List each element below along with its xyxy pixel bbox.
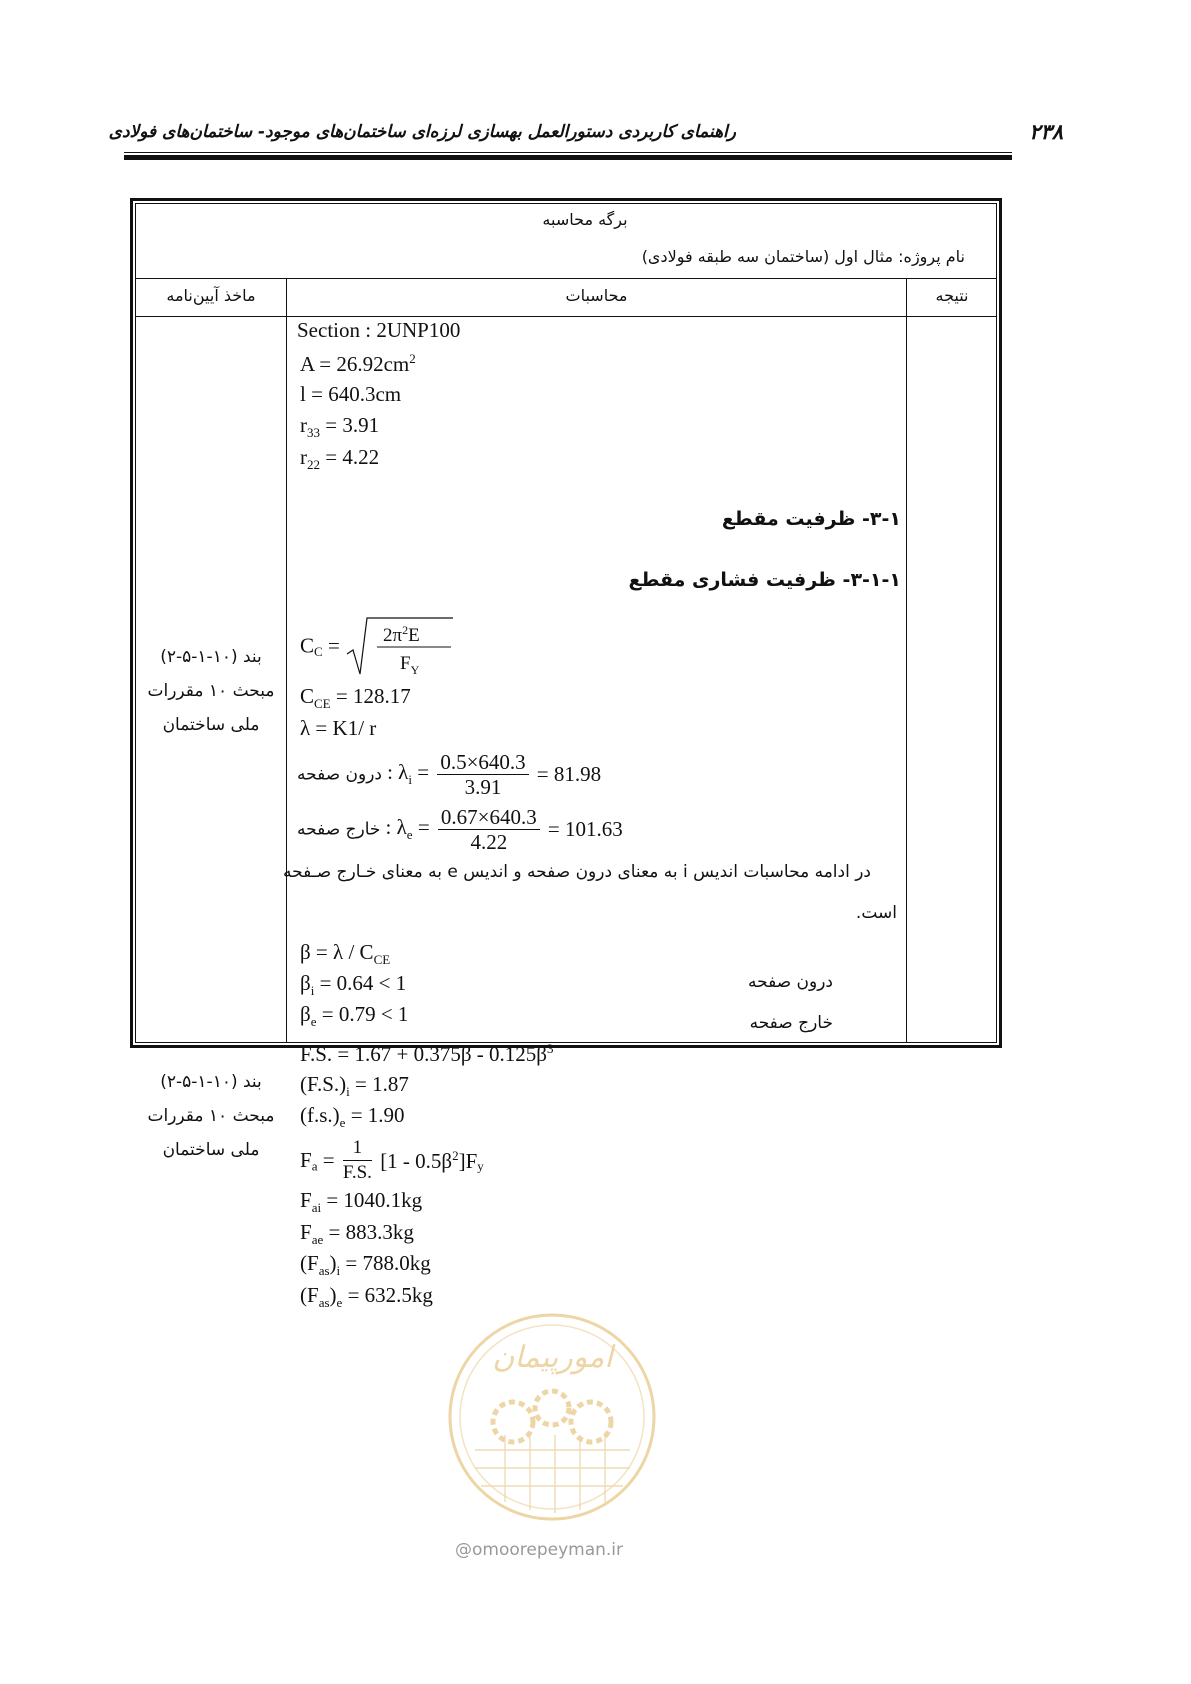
beta-e-value: 0.79 < 1 <box>338 1002 409 1026</box>
code-reference-1 <box>136 640 286 742</box>
sheet-title: برگه محاسبه <box>542 210 628 229</box>
fas-i-line: $(F_{as})_i = 788.0kg$ <box>300 1251 431 1279</box>
beta-i-value: 0.64 < 1 <box>336 971 407 995</box>
code-reference-1-source: ملی ساختمان <box>162 715 260 735</box>
fai-value: 1040.1kg <box>343 1188 423 1212</box>
code-reference-2-clause: بند (۱۰-۱-۵-۲) <box>160 1072 262 1092</box>
code-reference-2 <box>136 1065 286 1167</box>
cc-numerator: $2\pi^2E$ <box>383 623 420 646</box>
code-reference-1-clause: بند (۱۰-۱-۵-۲) <box>160 647 262 667</box>
fs-formula: F.S. = $1.67 + 0.375\beta - 0.125\beta^3$ <box>300 1041 554 1066</box>
watermark-at-icon: @ <box>455 1540 472 1560</box>
lambda-e-line: خارج صفحه : $\lambda_e$ = $\frac{0.67\times 640.3}{4.22}$ = 101.63 <box>297 805 623 854</box>
lambda-e-value: 101.63 <box>564 817 623 841</box>
length-value: 640.3cm <box>328 382 402 406</box>
lambda-i-fraction <box>437 750 528 799</box>
watermark-logo-text: امورپیمان <box>492 1340 613 1375</box>
column-header-result: نتیجه <box>935 286 969 305</box>
r22-subscript: 22 <box>307 457 320 473</box>
fs-i-line: $(F.S.)_i = 1.87$ <box>300 1072 409 1100</box>
fs-e-line: $(f.s.)_e = 1.90$ <box>300 1103 405 1131</box>
lambda-definition: λ = K1/ r <box>300 716 377 740</box>
fa-fraction: $\frac{1}{F.S.}$ <box>342 1137 372 1183</box>
fas-i-value: 788.0kg <box>362 1251 431 1275</box>
fs-e-value: 1.90 <box>367 1103 405 1127</box>
lambda-i-line: درون صفحه : $\lambda_i$ = $\frac{0.5\times 640.3}{3.91}$ = 81.98 <box>297 750 602 799</box>
r33-line: $r_{33} = 3.91$ <box>300 413 380 441</box>
beta-definition: $\beta = \lambda / C_{CE}$ <box>300 940 391 968</box>
fs-i-value: 1.87 <box>372 1072 409 1096</box>
lambda-i-label: درون صفحه <box>297 764 382 785</box>
column-divider-left <box>286 278 287 1043</box>
fae-line: $F_{ae} = 883.3kg$ <box>300 1220 414 1248</box>
fas-e-line: $(F_{as})_e = 632.5kg$ <box>300 1283 433 1311</box>
index-note-line-1: در ادامه محاسبات اندیس i به معنای درون صفحه و اندیس e به معنای خـارج صـفحه <box>283 862 871 882</box>
r22-line: $r_{22} = 4.22$ <box>300 445 380 473</box>
code-reference-2-topic: مبحث ۱۰ مقررات <box>147 1106 275 1126</box>
lambda-e-numerator: 0.67×640.3 <box>438 805 540 830</box>
beta-e-line: $\beta_e = 0.79 < 1$ <box>300 1002 409 1030</box>
index-note-line-2: است. <box>855 903 897 923</box>
code-reference-2-source: ملی ساختمان <box>162 1140 260 1160</box>
lambda-i-value: 81.98 <box>553 762 602 786</box>
fai-line: $F_{ai} = 1040.1kg$ <box>300 1188 423 1216</box>
watermark-url <box>455 1540 623 1560</box>
cce-line: $C_{CE} = 128.17$ <box>300 684 411 712</box>
area-exponent: 2 <box>409 351 416 366</box>
cce-value: 128.17 <box>352 684 411 708</box>
heading-compressive-capacity: ۳-۱-۱- ظرفیت فشاری مقطع <box>628 569 901 591</box>
heading-section-capacity: ۳-۱- ظرفیت مقطع <box>721 508 901 530</box>
fa-formula: $F_a$ = $\frac{1}{F.S.}$ $[1 - 0.5\beta^2]F_y$ <box>300 1137 484 1183</box>
cc-formula: $C_C$ = $2\pi^2E$ $F_Y$ <box>300 616 455 676</box>
project-name: نام پروژه: مثال اول (ساختمان سه طبقه فولادی) <box>641 247 965 266</box>
r22-value: 4.22 <box>342 445 380 469</box>
section-label: Section : 2UNP100 <box>297 318 461 342</box>
r33-value: 3.91 <box>342 413 380 437</box>
beta-e-label: خارج صفحه <box>749 1013 833 1033</box>
square-root-sign <box>345 616 455 676</box>
lambda-i-numerator: 0.5×640.3 <box>437 750 528 775</box>
lambda-e-fraction <box>438 805 540 854</box>
header-rule <box>124 152 1012 153</box>
column-header-source: ماخذ آیین‌نامه <box>166 286 256 305</box>
header-rule-thick <box>124 155 1012 160</box>
column-divider-right <box>906 278 907 1043</box>
beta-i-label: درون صفحه <box>748 972 833 992</box>
lambda-i-denominator: 3.91 <box>464 775 502 799</box>
column-header-calc: محاسبات <box>565 286 628 305</box>
watermark-url-text: omoorepeyman.ir <box>472 1540 624 1560</box>
lambda-e-denominator: 4.22 <box>470 830 508 854</box>
table-header-rule-top <box>135 278 997 279</box>
running-header-title: راهنمای کاربردی دستورالعمل بهسازی لرزه‌ای ساختمان‌های موجود- ساختمان‌های فولادی <box>108 122 736 142</box>
length-line: l = 640.3cm <box>300 382 402 406</box>
square-root <box>345 616 455 676</box>
fs-formula-text: F.S. = 1.67 + 0.375β - 0.125β <box>300 1042 547 1066</box>
fae-value: 883.3kg <box>345 1220 414 1244</box>
lambda-e-label: خارج صفحه <box>297 819 381 840</box>
watermark-logo <box>445 1310 660 1525</box>
cc-denominator: $F_Y$ <box>400 653 420 676</box>
beta-i-line: $\beta_i = 0.64 < 1$ <box>300 971 407 999</box>
r33-subscript: 33 <box>307 425 320 441</box>
page-number: ۲۳۸ <box>1029 120 1063 144</box>
area-line: $A = 26.92cm^2$ <box>300 351 416 376</box>
code-reference-1-topic: مبحث ۱۰ مقررات <box>147 681 275 701</box>
table-header-rule-bottom <box>135 316 997 317</box>
area-value: 26.92cm <box>336 352 410 376</box>
fas-e-value: 632.5kg <box>364 1283 433 1307</box>
